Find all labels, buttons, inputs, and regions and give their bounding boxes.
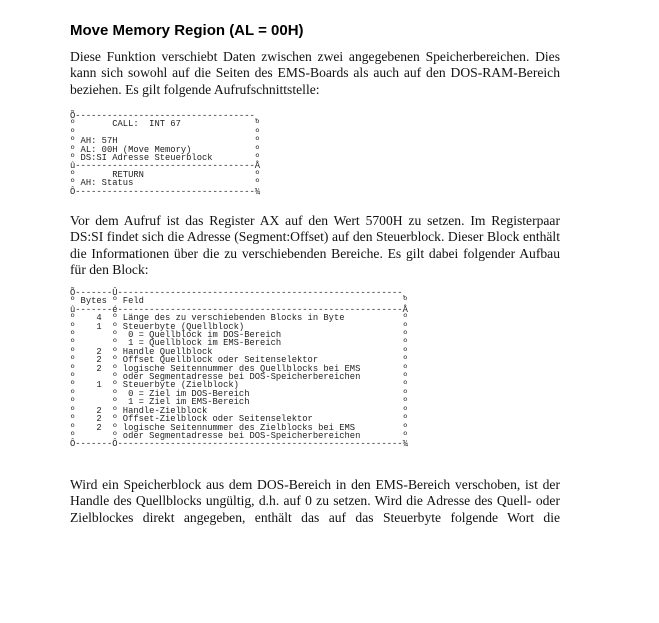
table-row: º º oder Segmentadresse bei DOS-Speicherbereichen º xyxy=(70,430,408,441)
table-border-bottom: Ô-------Ô------------------------------------------------------¾ xyxy=(70,439,408,450)
call-box-line: º CALL: INT 67 º xyxy=(70,119,261,130)
table-row: º 2 º Handle-Zielblock º xyxy=(70,405,408,416)
table-row: º 2 º logische Seitennummer des Zielblocks bei EMS º xyxy=(70,422,408,433)
call-box-line: º AH: Status º xyxy=(70,178,261,189)
table-row: º º oder Segmentadresse bei DOS-Speicherbereichen º xyxy=(70,372,408,383)
table-header-row: º Bytes º Feld º xyxy=(70,296,408,307)
intro-paragraph: Diese Funktion verschiebt Daten zwischen zwei angegebenen Speicherbereichen. Dies kann sich sowohl auf die Seiten des EMS-Boards als auch auf den DOS-RAM-Bereich beziehen. Es gilt folgende Aufrufschnittstelle: xyxy=(70,49,560,97)
table-row: º 1 º Steuerbyte (Zielblock) º xyxy=(70,380,408,391)
call-interface-box xyxy=(70,112,260,196)
call-box-line: º RETURN º xyxy=(70,169,261,180)
table-row: º 2 º Offset Quellblock oder Seitenselektor º xyxy=(70,355,408,366)
table-row: º º 0 = Quellblock im DOS-Bereich º xyxy=(70,330,408,341)
table-row: º 2 º logische Seitennummer des Quellblocks bei EMS º xyxy=(70,363,408,374)
table-row: º 4 º Länge des zu verschiebenden Blocks in Byte º xyxy=(70,313,408,324)
call-box-line: Ô----------------------------------¾ xyxy=(70,186,261,197)
table-row: º 1 º Steuerbyte (Quellblock) º xyxy=(70,321,408,332)
table-header-separator: û-------é------------------------------------------------------Å xyxy=(70,304,408,315)
call-box-line: º AL: 00H (Move Memory) º xyxy=(70,144,261,155)
handle-paragraph: Wird ein Speicherblock aus dem DOS-Bereich in den EMS-Bereich verschoben, ist der Handle des Quellblocks ungültig, d.h. auf 0 zu setzen. Wird die Adresse des Quell- oder Zielblockes direkt angegeben, enthält das auf das Steuerbyte folgende Wort die xyxy=(70,477,560,525)
call-box-line: Õ----------------------------------¸ xyxy=(70,111,261,121)
call-box-line: º DS:SI Adresse Steuerblock º xyxy=(70,153,261,164)
table-row: º 2 º Offset-Zielblock oder Seitenselektor º xyxy=(70,414,408,425)
register-paragraph: Vor dem Aufruf ist das Register AX auf den Wert 5700H zu setzen. Im Registerpaar DS:SI findet sich die Adresse (Segment:Offset) auf den Steuerblock. Dieser Block enthält die Informationen über die zu verschiebenden Bereiche. Es gilt dabei folgender Aufbau für den Block: xyxy=(70,213,560,278)
call-box-line: º AH: 57H º xyxy=(70,136,261,147)
table-row: º º 1 = Ziel im EMS-Bereich º xyxy=(70,397,408,408)
table-row: º º 0 = Ziel im DOS-Bereich º xyxy=(70,388,408,399)
table-row: º º 1 = Quellblock im EMS-Bereich º xyxy=(70,338,408,349)
section-heading: Move Memory Region (AL = 00H) xyxy=(70,22,304,39)
table-border-top: Õ-------Û------------------------------------------------------¸ xyxy=(70,288,408,298)
control-block-table xyxy=(70,289,408,449)
table-row: º 2 º Handle Quellblock º xyxy=(70,346,408,357)
call-box-line: º º xyxy=(70,127,261,138)
call-box-line: û----------------------------------Å xyxy=(70,161,261,172)
